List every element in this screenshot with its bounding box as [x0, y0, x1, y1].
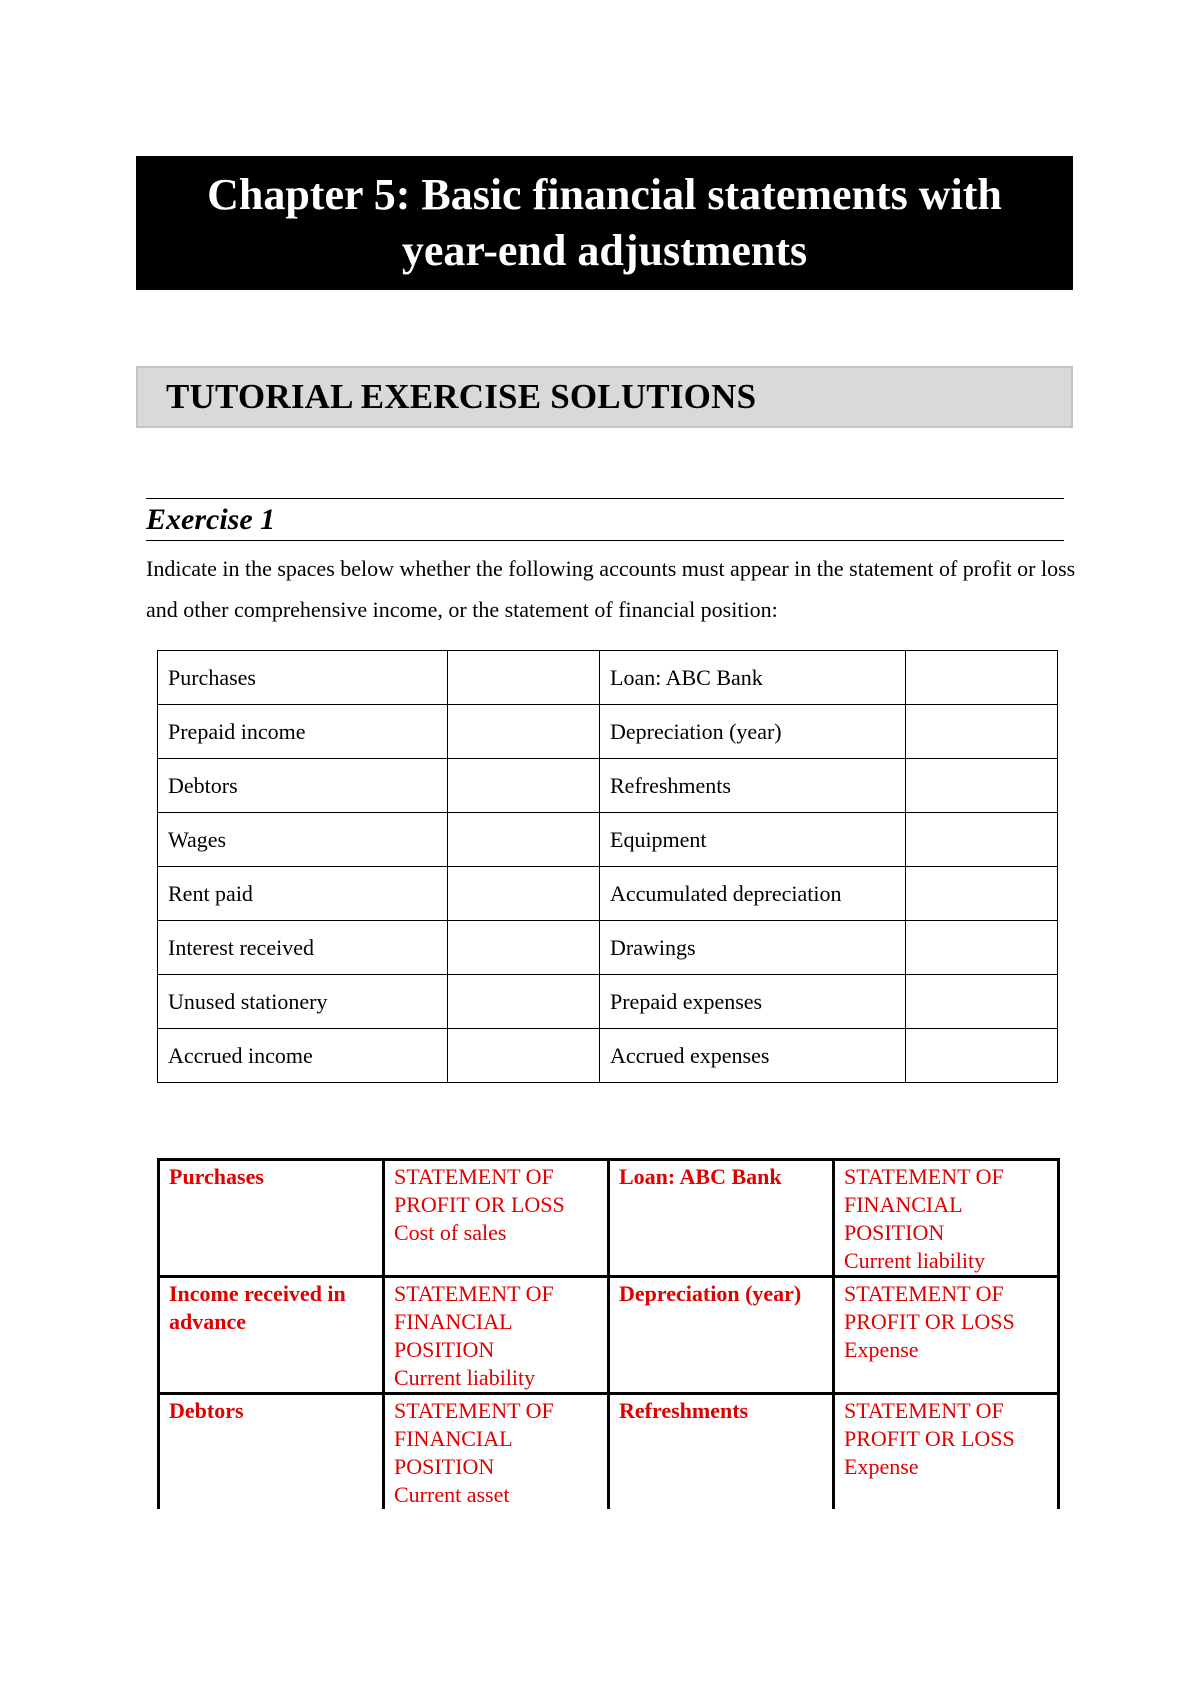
- account-name-cell: Loan: ABC Bank: [609, 1160, 834, 1277]
- section-title: TUTORIAL EXERCISE SOLUTIONS: [166, 377, 757, 416]
- answer-blank[interactable]: [906, 651, 1058, 705]
- account-cell: Loan: ABC Bank: [600, 651, 906, 705]
- answer-blank[interactable]: [448, 975, 600, 1029]
- answer-line: PROFIT OR LOSS: [844, 1309, 1015, 1334]
- table-row: [159, 1160, 1059, 1277]
- account-cell: Unused stationery: [158, 975, 448, 1029]
- table-row: [158, 867, 1058, 921]
- answer-line: POSITION: [844, 1220, 945, 1245]
- account-name-cell: Debtors: [159, 1394, 384, 1510]
- answer-line: Current liability: [394, 1365, 536, 1390]
- exercise-bottom-rule: [146, 540, 1064, 541]
- answer-line: Current liability: [844, 1248, 986, 1273]
- account-cell: Accrued income: [158, 1029, 448, 1083]
- answer-blank[interactable]: [906, 867, 1058, 921]
- answer-line: Cost of sales: [394, 1220, 507, 1245]
- answer-blank[interactable]: [906, 975, 1058, 1029]
- answer-cell: [834, 1277, 1059, 1394]
- account-cell: Prepaid expenses: [600, 975, 906, 1029]
- answer-line: POSITION: [394, 1337, 495, 1362]
- account-cell: Rent paid: [158, 867, 448, 921]
- table-row: [158, 705, 1058, 759]
- table-row: [158, 759, 1058, 813]
- chapter-title: Chapter 5: Basic financial statements with year-end adjustments: [207, 170, 1002, 275]
- answer-blank[interactable]: [906, 813, 1058, 867]
- answer-blank[interactable]: [448, 759, 600, 813]
- table-row: [158, 651, 1058, 705]
- account-cell: Refreshments: [600, 759, 906, 813]
- exercise-instructions: Indicate in the spaces below whether the following accounts must appear in the statement of profit or loss and other comprehensive income, or the statement of financial position:: [146, 556, 1076, 622]
- answer-table: [157, 1158, 1060, 1509]
- account-cell: Drawings: [600, 921, 906, 975]
- answer-blank[interactable]: [906, 705, 1058, 759]
- table-row: [158, 1029, 1058, 1083]
- answer-blank[interactable]: [448, 813, 600, 867]
- account-cell: Prepaid income: [158, 705, 448, 759]
- chapter-banner: [136, 156, 1073, 290]
- answer-blank[interactable]: [448, 921, 600, 975]
- answer-cell: [384, 1277, 609, 1394]
- account-name-cell: Refreshments: [609, 1394, 834, 1510]
- account-cell: Debtors: [158, 759, 448, 813]
- answer-line: STATEMENT OF: [394, 1281, 554, 1306]
- exercise-top-rule: [146, 498, 1064, 499]
- answer-line: Expense: [844, 1454, 919, 1479]
- account-name-cell: Depreciation (year): [609, 1277, 834, 1394]
- answer-line: FINANCIAL: [844, 1192, 963, 1217]
- account-cell: Purchases: [158, 651, 448, 705]
- account-cell: Accumulated depreciation: [600, 867, 906, 921]
- account-cell: Interest received: [158, 921, 448, 975]
- account-cell: Equipment: [600, 813, 906, 867]
- table-row: [159, 1277, 1059, 1394]
- table-row: [158, 975, 1058, 1029]
- answer-cell: [384, 1160, 609, 1277]
- answer-line: FINANCIAL: [394, 1426, 513, 1451]
- answer-line: FINANCIAL: [394, 1309, 513, 1334]
- answer-line: PROFIT OR LOSS: [394, 1192, 565, 1217]
- answer-line: STATEMENT OF: [844, 1281, 1004, 1306]
- account-name-cell: Income received in advance: [159, 1277, 384, 1394]
- table-row: [158, 921, 1058, 975]
- answer-line: STATEMENT OF: [844, 1398, 1004, 1423]
- table-row: [159, 1394, 1059, 1510]
- question-table: [157, 650, 1058, 1083]
- table-row: [158, 813, 1058, 867]
- answer-cell: [384, 1394, 609, 1510]
- answer-line: POSITION: [394, 1454, 495, 1479]
- answer-line: PROFIT OR LOSS: [844, 1426, 1015, 1451]
- answer-line: Current asset: [394, 1482, 510, 1507]
- answer-cell: [834, 1160, 1059, 1277]
- account-cell: Wages: [158, 813, 448, 867]
- answer-blank[interactable]: [448, 867, 600, 921]
- answer-line: STATEMENT OF: [394, 1164, 554, 1189]
- answer-blank[interactable]: [906, 1029, 1058, 1083]
- exercise-heading: Exercise 1: [146, 503, 276, 536]
- account-cell: Depreciation (year): [600, 705, 906, 759]
- answer-blank[interactable]: [448, 1029, 600, 1083]
- section-header: [136, 366, 1073, 428]
- account-name-cell: Purchases: [159, 1160, 384, 1277]
- answer-blank[interactable]: [906, 759, 1058, 813]
- answer-line: Expense: [844, 1337, 919, 1362]
- answer-blank[interactable]: [906, 921, 1058, 975]
- answer-blank[interactable]: [448, 705, 600, 759]
- account-cell: Accrued expenses: [600, 1029, 906, 1083]
- answer-cell: [834, 1394, 1059, 1510]
- answer-line: STATEMENT OF: [394, 1398, 554, 1423]
- answer-line: STATEMENT OF: [844, 1164, 1004, 1189]
- answer-blank[interactable]: [448, 651, 600, 705]
